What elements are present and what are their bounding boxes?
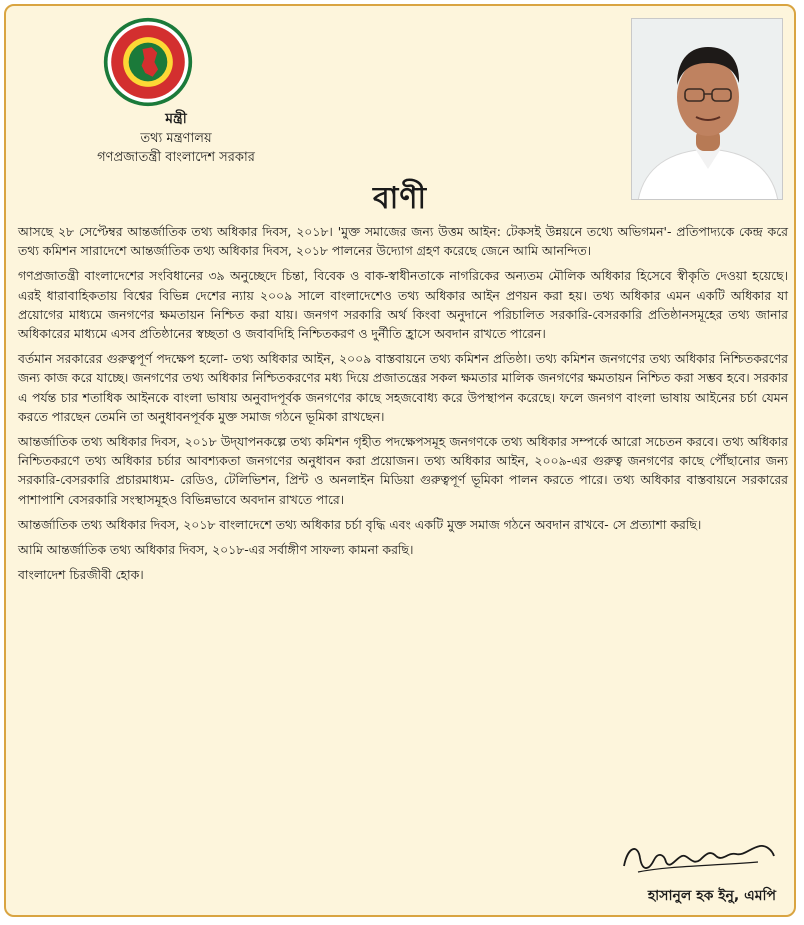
handwritten-signature-icon	[618, 836, 778, 880]
government-seal-icon	[102, 16, 194, 108]
paragraph: আন্তর্জাতিক তথ্য অধিকার দিবস, ২০১৮ বাংলাদেশে তথ্য অধিকার চর্চা বৃদ্ধি এবং একটি মুক্ত সমাজ গঠনে অবদান রাখবে- সে প্রত্যাশা করছি।	[18, 516, 702, 532]
paragraph: আন্তর্জাতিক তথ্য অধিকার দিবস, ২০১৮ উদ্‌যাপনকল্পে তথ্য কমিশন গৃহীত পদক্ষেপসমূহ জনগণকে তথ্য অধিকার সম্পর্কে আরো সচেতন করবে। তথ্য অধিকার নিশ্চিতকরণে তথ্য অধিকার চর্চার আবশ্যকতা জনগণের অনুধাবন করা প্রয়োজন। তথ্য অধিকার আইন, ২০০৯-এর গুরুত্ব জনগণের কাছে পৌঁছানোর জন্য সরকারি-বেসরকারি প্রচারমাধ্যম- রেডিও, টেলিভিশন, প্রিন্ট ও অনলাইন মিডিয়া গুরুত্বপূর্ণ ভূমিকা পালন করতে পারে। তথ্য অধিকার বাস্তবায়নে সরকারের পাশাপাশি বেসরকারি সংস্থাসমূহও বিভিন্নভাবে অবদান রাখতে পারে।	[18, 434, 788, 507]
ministry-name: তথ্য মন্ত্রণালয়	[140, 131, 212, 146]
government-name: গণপ্রজাতন্ত্রী বাংলাদেশ সরকার	[97, 150, 255, 165]
minister-photo	[631, 18, 783, 200]
paragraph: আসছে ২৮ সেপ্টেম্বর আন্তর্জাতিক তথ্য অধিকার দিবস, ২০১৮। 'মুক্ত সমাজের জন্য উত্তম আইন: টেকসই উন্নয়নে তথ্যে অভিগমন'- প্রতিপাদ্যকে কেন্দ্র করে তথ্য কমিশন সারাদেশে আন্তর্জাতিক তথ্য অধিকার দিবস, ২০১৮ পালনের উদ্যোগ গ্রহণ করেছে জেনে আমি আনন্দিত।	[18, 224, 788, 259]
paragraph: বাংলাদেশ চিরজীবী হোক।	[18, 567, 144, 583]
minister-title: মন্ত্রী	[165, 111, 187, 127]
signatory-name: হাসানুল হক ইনু, এমপি	[647, 888, 776, 904]
message-page	[4, 4, 796, 917]
message-body	[18, 222, 788, 590]
paragraph: আমি আন্তর্জাতিক তথ্য অধিকার দিবস, ২০১৮-এর সর্বাঙ্গীণ সাফল্য কামনা করছি।	[18, 542, 414, 558]
paragraph: বর্তমান সরকারের গুরুত্বপূর্ণ পদক্ষেপ হলো- তথ্য অধিকার আইন, ২০০৯ বাস্তবায়নে তথ্য কমিশন প্রতিষ্ঠা। তথ্য কমিশন জনগণের তথ্য অধিকার নিশ্চিতকরণের জন্য কাজ করে যাচ্ছে। জনগণের তথ্য অধিকার নিশ্চিতকরণের মধ্য দিয়ে প্রজাতন্ত্রের সকল ক্ষমতার মালিক জনগণের ক্ষমতায়ন নিশ্চিত করা সম্ভব হবে। সরকার এ পর্যন্ত চার শতাধিক আইনকে বাংলা ভাষায় অনুবাদপূর্বক জনগণের কাছে সহজবোধ্য করে উপস্থাপন করেছে। ফলে জনগণ বাংলা ভাষায় আইনের চর্চা যেমন করতে পারছেন তেমনি তা অনুধাবনপূর্বক মুক্ত সমাজ গঠনে ভূমিকা রাখছেন।	[18, 351, 788, 424]
portrait-icon	[632, 19, 783, 200]
message-title: বাণী	[372, 181, 428, 216]
paragraph: গণপ্রজাতন্ত্রী বাংলাদেশের সংবিধানের ৩৯ অনুচ্ছেদে চিন্তা, বিবেক ও বাক-স্বাধীনতাকে নাগরিকের অন্যতম মৌলিক অধিকার হিসেবে স্বীকৃতি দেওয়া হয়েছে। এরই ধারাবাহিকতায় বিশ্বের বিভিন্ন দেশের ন্যায় ২০০৯ সালে বাংলাদেশেও তথ্য অধিকার আইন প্রণয়ন করা হয়। তথ্য অধিকার এমন একটি অধিকার যা প্রয়োগের মাধ্যমে জনগণের ক্ষমতায়ন নিশ্চিত করা যায়। জনগণ সরকারি অর্থ কিংবা অনুদানে পরিচালিত সরকারি-বেসরকারি প্রতিষ্ঠানসমূহের তথ্য জানার অধিকারের মাধ্যমে এসব প্রতিষ্ঠানের স্বচ্ছতা ও জবাবদিহি নিশ্চিতকরণ ও দুর্নীতি হ্রাসে অবদান রাখতে পারেন।	[18, 268, 788, 342]
